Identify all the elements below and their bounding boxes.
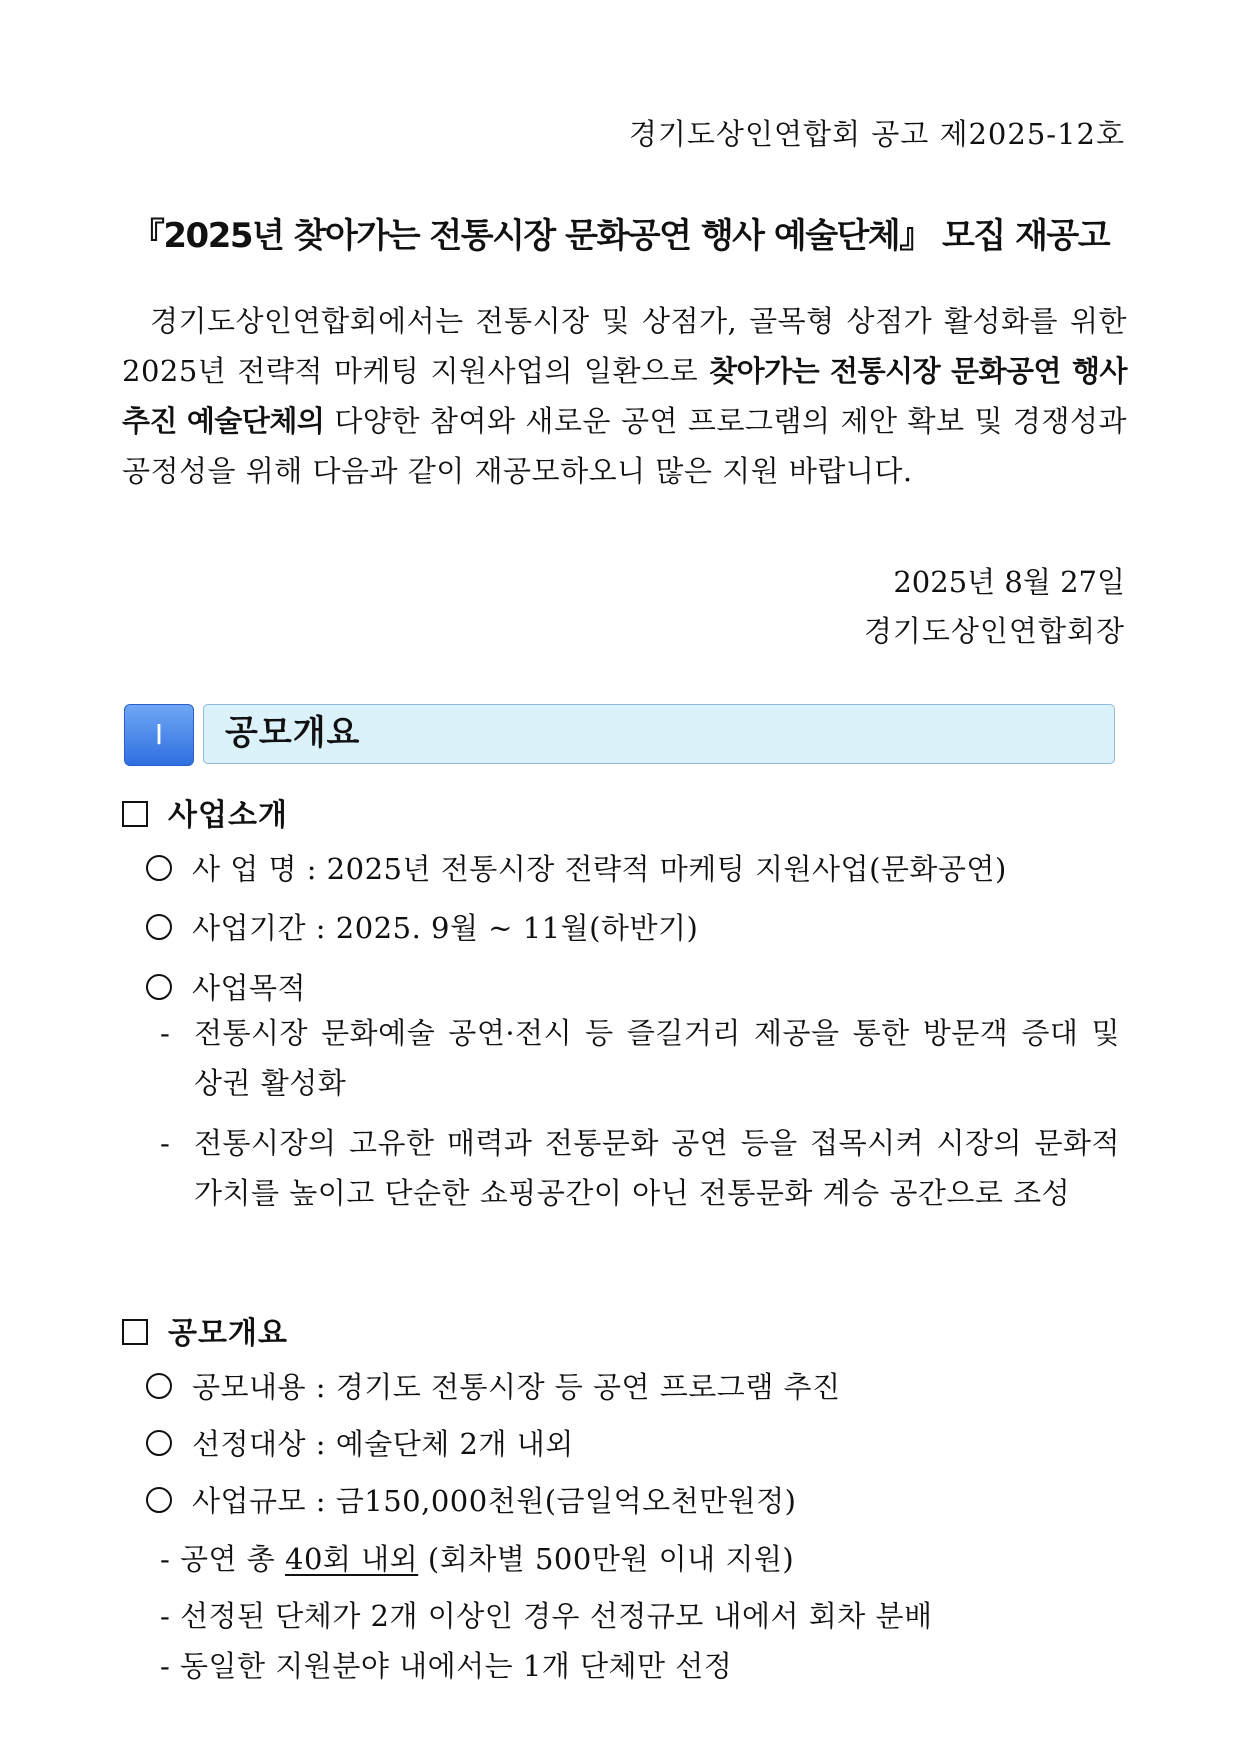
heading-label: 사업소개 xyxy=(168,798,288,833)
intro-text-1: 경기도상인연합회에서는 전통시장 및 상점가, 골목형 상점가 활성화를 위한 2025년 전략적 마케팅 지원사업의 일환으로 xyxy=(122,304,1127,388)
item-text: 선정대상 : 예술단체 2개 내외 xyxy=(192,1427,574,1461)
dash-marker: - xyxy=(160,1649,171,1683)
document-title: 『2025년 찾아가는 전통시장 문화공연 행사 예술단체』 모집 재공고 xyxy=(130,216,1110,256)
list-item-scale xyxy=(146,1479,796,1520)
heading-label: 공모개요 xyxy=(168,1316,288,1351)
signer: 경기도상인연합회장 xyxy=(863,614,1125,648)
intro-text-bold: 찾아가는 전통시장 문화공연 행사 추진 예술단체의 xyxy=(122,354,1127,438)
item-text: 사 업 명 : 2025년 전통시장 전략적 마케팅 지원사업(문화공연) xyxy=(192,852,1007,886)
purpose-text: 전통시장 문화예술 공연·전시 등 즐길거리 제공을 통한 방문객 증대 및 상권 활성화 xyxy=(194,1016,1120,1100)
list-item-business-period xyxy=(146,906,698,947)
heading-business-intro xyxy=(122,790,288,834)
circle-bullet-icon xyxy=(146,1430,172,1456)
notice-number: 경기도상인연합회 공고 제2025-12호 xyxy=(628,117,1125,151)
dash-marker: - xyxy=(160,1599,171,1633)
notice-date: 2025년 8월 27일 xyxy=(893,565,1125,599)
circle-bullet-icon xyxy=(146,1487,172,1513)
sub-text: 선정된 단체가 2개 이상인 경우 선정규모 내에서 회차 분배 xyxy=(180,1599,933,1633)
list-item-target xyxy=(146,1422,574,1463)
list-item-business-name xyxy=(146,847,1007,888)
circle-bullet-icon xyxy=(146,914,172,940)
sub-text: 동일한 지원분야 내에서는 1개 단체만 선정 xyxy=(180,1649,733,1683)
intro-text-2: 다양한 참여와 새로운 공연 프로그램의 제안 확보 및 경쟁성과 공정성을 위해 다음과 같이 재공모하오니 많은 지원 바랍니다. xyxy=(122,404,1127,488)
checkbox-square-icon xyxy=(122,801,148,827)
sub-text-underlined: 40회 내외 xyxy=(285,1542,419,1576)
dash-marker: - xyxy=(160,1016,171,1050)
scale-sub-2 xyxy=(160,1594,933,1635)
circle-bullet-icon xyxy=(146,1373,172,1399)
circle-bullet-icon xyxy=(146,855,172,881)
purpose-item-1 xyxy=(160,1008,1120,1108)
list-item-business-purpose xyxy=(146,966,306,1007)
dash-marker: - xyxy=(160,1542,171,1576)
sub-text: (회차별 500만원 이내 지원) xyxy=(418,1542,795,1576)
sub-text: 공연 총 xyxy=(180,1542,286,1576)
intro-paragraph xyxy=(122,296,1127,496)
checkbox-square-icon xyxy=(122,1319,148,1345)
heading-overview xyxy=(122,1308,288,1352)
item-text: 공모내용 : 경기도 전통시장 등 공연 프로그램 추진 xyxy=(192,1370,841,1404)
section-title: 공모개요 xyxy=(225,713,361,753)
list-item-content xyxy=(146,1365,841,1406)
dash-marker: - xyxy=(160,1126,171,1160)
section-number-badge: I xyxy=(124,704,194,766)
scale-sub-1 xyxy=(160,1537,794,1578)
scale-sub-3 xyxy=(160,1644,732,1685)
purpose-item-2 xyxy=(160,1118,1120,1218)
item-text: 사업목적 xyxy=(192,971,307,1005)
item-text: 사업규모 : 금150,000천원(금일억오천만원정) xyxy=(192,1484,797,1518)
purpose-text: 전통시장의 고유한 매력과 전통문화 공연 등을 접목시켜 시장의 문화적 가치를 높이고 단순한 쇼핑공간이 아닌 전통문화 계승 공간으로 조성 xyxy=(194,1126,1120,1210)
circle-bullet-icon xyxy=(146,974,172,1000)
item-text: 사업기간 : 2025. 9월 ~ 11월(하반기) xyxy=(192,911,699,945)
